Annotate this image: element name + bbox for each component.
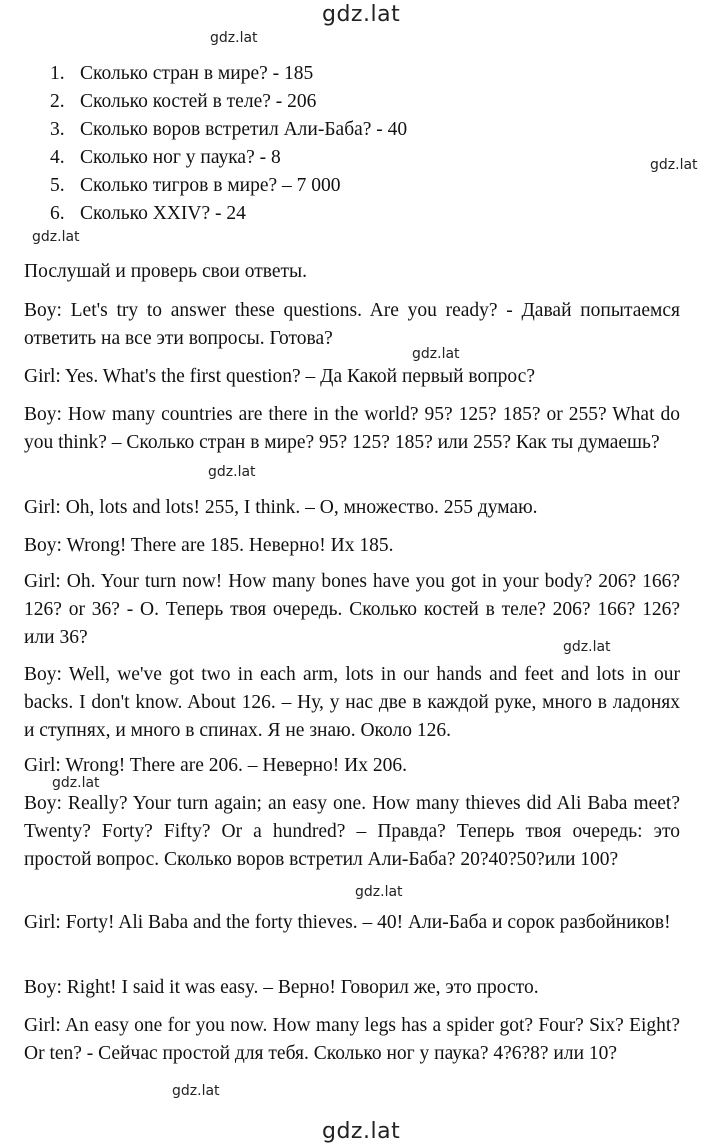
dialogue-line: Boy: Right! I said it was easy. – Верно! Говорил же, это просто. — [24, 977, 539, 998]
question-item — [50, 116, 407, 144]
dialogue-line: Girl: Wrong! There are 206. – Неверно! Их 206. — [24, 755, 408, 776]
dialogue-line: Boy: Wrong! There are 185. Неверно! Их 185. — [24, 535, 394, 556]
question-item — [50, 200, 407, 228]
watermark: gdz.lat — [208, 464, 256, 480]
watermark: gdz.lat — [650, 157, 698, 173]
watermark: gdz.lat — [412, 346, 460, 362]
question-number: 4. — [50, 147, 65, 168]
question-list — [50, 60, 407, 228]
watermark-top: gdz.lat — [322, 2, 401, 27]
dialogue-line: Girl: Oh, lots and lots! 255, I think. – О, множество. 255 думаю. — [24, 497, 538, 518]
instruction-text: Послушай и проверь свои ответы. — [24, 261, 307, 282]
question-number: 6. — [50, 203, 65, 224]
watermark: gdz.lat — [210, 30, 258, 46]
dialogue-line: Boy: Really? Your turn again; an easy one. How many thieves did Ali Baba meet? Twenty? Forty? Fifty? Or a hundred? – Правда? Теперь твоя очередь: это простой вопрос. Сколько воров встретил Али-Баба? 20?40?50?или 100? — [24, 793, 680, 870]
question-text: Сколько стран в мире? - 185 — [80, 63, 314, 84]
question-item — [50, 60, 407, 88]
dialogue-line: Boy: Let's try to answer these questions. Are you ready? - Давай попытаемся ответить на все эти вопросы. Готова? — [24, 300, 680, 349]
question-text: Сколько воров встретил Али-Баба? - 40 — [80, 119, 408, 140]
dialogue-line: Girl: Yes. What's the first question? – Да Какой первый вопрос? — [24, 366, 535, 387]
watermark: gdz.lat — [52, 775, 100, 791]
question-number: 3. — [50, 119, 65, 140]
watermark-bottom: gdz.lat — [322, 1119, 401, 1144]
question-text: Сколько костей в теле? - 206 — [80, 91, 317, 112]
watermark: gdz.lat — [355, 884, 403, 900]
dialogue-line: Girl: Forty! Ali Baba and the forty thieves. – 40! Али-Баба и сорок разбойников! — [24, 912, 671, 933]
question-text: Сколько тигров в мире? – 7 000 — [80, 175, 341, 196]
question-number: 2. — [50, 91, 65, 112]
watermark: gdz.lat — [172, 1083, 220, 1099]
question-item — [50, 144, 407, 172]
question-item — [50, 88, 407, 116]
question-text: Сколько ног у паука? - 8 — [80, 147, 281, 168]
watermark: gdz.lat — [32, 229, 80, 245]
dialogue-line: Girl: An easy one for you now. How many legs has a spider got? Four? Six? Eight? Or ten? - Сейчас простой для тебя. Сколько ног у паука? 4?6?8? или 10? — [24, 1015, 680, 1064]
question-number: 1. — [50, 63, 65, 84]
dialogue-line: Boy: Well, we've got two in each arm, lots in our hands and feet and lots in our backs. I don't know. About 126. – Ну, у нас две в каждой руке, много в ладонях и ступнях, и много в спинах. Я не знаю. Около 126. — [24, 664, 680, 741]
watermark: gdz.lat — [563, 639, 611, 655]
dialogue-line: Girl: Oh. Your turn now! How many bones have you got in your body? 206? 166? 126? or 36? - О. Теперь твоя очередь. Сколько костей в теле? 206? 166? 126? или 36? — [24, 571, 680, 648]
question-text: Сколько XXIV? - 24 — [80, 203, 246, 224]
dialogue-line: Boy: How many countries are there in the world? 95? 125? 185? or 255? What do you think? – Сколько стран в мире? 95? 125? 185? или 255? Как ты думаешь? — [24, 404, 680, 453]
question-number: 5. — [50, 175, 65, 196]
question-item — [50, 172, 407, 200]
